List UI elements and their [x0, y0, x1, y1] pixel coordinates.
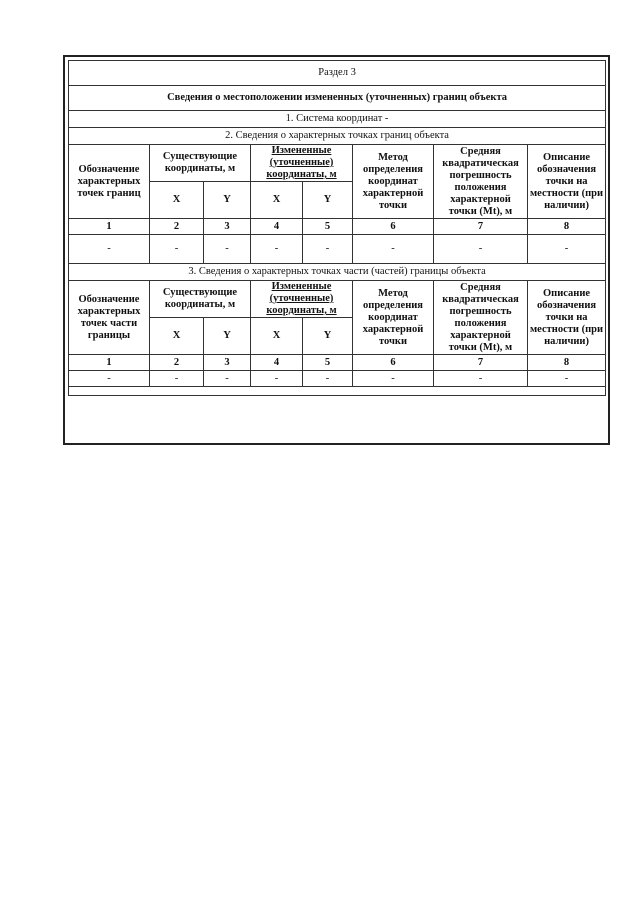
- part3-header-existing-x: X: [150, 318, 204, 355]
- part3-heading: 3. Сведения о характерных точках части (частей) границы объекта: [69, 264, 606, 281]
- part2-header-existing-x: X: [150, 182, 204, 219]
- part2-header-changed-y: Y: [303, 182, 353, 219]
- part3-header-error: Средняя квадратическая погрешность положения характерной точки (Mt), м: [434, 281, 528, 355]
- part2-header-description: Описание обозначения точки на местности (при наличии): [528, 145, 606, 219]
- part2-header-changed: Измененные (уточненные) координаты, м: [251, 145, 353, 182]
- table-cell: -: [434, 371, 528, 387]
- column-number: 1: [69, 219, 150, 235]
- column-number: 2: [150, 355, 204, 371]
- table-cell: -: [150, 235, 204, 264]
- table-cell: -: [303, 235, 353, 264]
- column-number: 3: [204, 355, 251, 371]
- table-cell: -: [353, 371, 434, 387]
- empty-row: [69, 387, 606, 396]
- column-number: 6: [353, 355, 434, 371]
- part3-header-existing: Существующие координаты, м: [150, 281, 251, 318]
- part2-header-changed-x: X: [251, 182, 303, 219]
- part2-header-method: Метод определения координат характерной точки: [353, 145, 434, 219]
- column-number: 3: [204, 219, 251, 235]
- table-cell: -: [303, 371, 353, 387]
- table-cell: -: [251, 371, 303, 387]
- main-title: Сведения о местоположении измененных (уточненных) границ объекта: [69, 86, 606, 111]
- table-cell: -: [528, 235, 606, 264]
- section-3-table: [68, 60, 606, 396]
- coordinate-system: 1. Система координат -: [69, 111, 606, 128]
- table-cell: -: [528, 371, 606, 387]
- column-number: 4: [251, 355, 303, 371]
- table-cell: -: [69, 235, 150, 264]
- section-title: Раздел 3: [69, 61, 606, 86]
- part3-header-changed-y: Y: [303, 318, 353, 355]
- table-cell: -: [204, 235, 251, 264]
- part3-header-changed: Измененные (уточненные) координаты, м: [251, 281, 353, 318]
- document-frame: [63, 55, 610, 445]
- table-cell: -: [204, 371, 251, 387]
- column-number: 6: [353, 219, 434, 235]
- column-number: 7: [434, 219, 528, 235]
- part2-number-row: [69, 219, 606, 235]
- part2-header-existing-y: Y: [204, 182, 251, 219]
- column-number: 7: [434, 355, 528, 371]
- part3-header-changed-x: X: [251, 318, 303, 355]
- part2-heading: 2. Сведения о характерных точках границ объекта: [69, 128, 606, 145]
- column-number: 8: [528, 355, 606, 371]
- part3-header-existing-y: Y: [204, 318, 251, 355]
- table-cell: -: [150, 371, 204, 387]
- column-number: 2: [150, 219, 204, 235]
- part2-data-row: [69, 235, 606, 264]
- part2-header-designation: Обозначение характерных точек границ: [69, 145, 150, 219]
- part2-header-existing: Существующие координаты, м: [150, 145, 251, 182]
- table-cell: -: [353, 235, 434, 264]
- table-cell: -: [69, 371, 150, 387]
- part3-header-description: Описание обозначения точки на местности (при наличии): [528, 281, 606, 355]
- column-number: 4: [251, 219, 303, 235]
- column-number: 5: [303, 219, 353, 235]
- part3-header-method: Метод определения координат характерной точки: [353, 281, 434, 355]
- column-number: 8: [528, 219, 606, 235]
- part3-header-designation: Обозначение характерных точек части границы: [69, 281, 150, 355]
- table-cell: -: [251, 235, 303, 264]
- part2-header-error: Средняя квадратическая погрешность положения характерной точки (Mt), м: [434, 145, 528, 219]
- column-number: 1: [69, 355, 150, 371]
- part3-number-row: [69, 355, 606, 371]
- table-cell: -: [434, 235, 528, 264]
- column-number: 5: [303, 355, 353, 371]
- part3-data-row: [69, 371, 606, 387]
